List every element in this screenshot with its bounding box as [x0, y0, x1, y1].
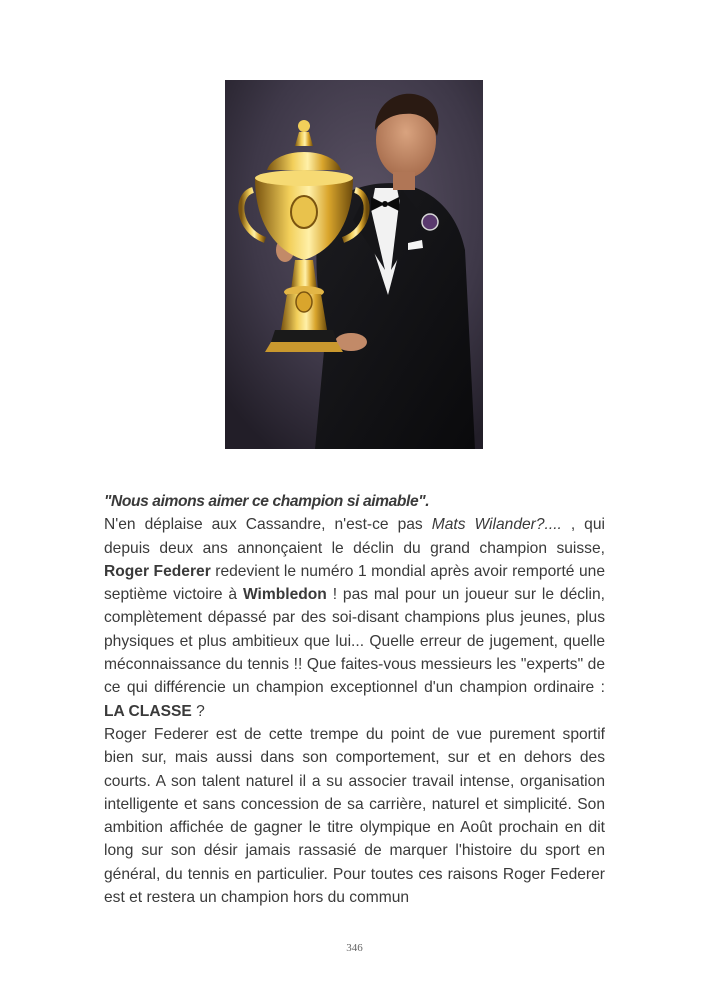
p1-bold-wimbledon: Wimbledon [242, 586, 327, 604]
p1-text-3: , qui depuis deux ans annonçaient le déclin du grand champion suisse, [104, 516, 605, 557]
p1-text-1: N'en déplaise aux Cassandre, n'est-ce pas [104, 516, 432, 534]
p1-bold-federer: Roger Federer [104, 562, 211, 580]
p1-text-7: ! pas mal pour un joueur sur le déclin, complètement dépassé par des soi-disant champions plus jeunes, plus physiques et plus ambitieux que lui... Quelle erreur de jugement, quelle méconnaissance du tennis !! Que faites-vous messieurs les "experts" de ce qui différencie un champion exceptionnel d'un champion ordinaire : [104, 586, 605, 697]
p1-text-5: redevient le numéro 1 mondial après avoir remporté une septième victoire à [104, 562, 605, 604]
p1-italic-name: Mats Wilander?.... [431, 516, 562, 534]
article-text [104, 490, 605, 909]
portrait-photo [225, 80, 483, 449]
trophy-portrait-illustration [225, 80, 483, 449]
article-paragraph-1 [104, 513, 605, 723]
article-quote: "Nous aimons aimer ce champion si aimable". [104, 493, 430, 510]
article-paragraph-2: Roger Federer est de cette trempe du point de vue purement sportif bien sur, mais aussi dans son comportement, sur et en dehors des courts. A son talent naturel il a su associer travail intense, organisation intelligente et sans concession de sa carrière, naturel et simplicité. Son ambition affichée de gagner le titre olympique en Août prochain en dit long sur son désir jamais rassasié de marquer l'histoire du sport en général, du tennis en particulier. Pour toutes ces raisons Roger Federer est et restera un champion hors du commun [104, 725, 605, 907]
p1-text-9: ? [191, 702, 205, 720]
p1-bold-la-classe: LA CLASSE [104, 702, 192, 720]
page-number: 346 [346, 942, 363, 954]
